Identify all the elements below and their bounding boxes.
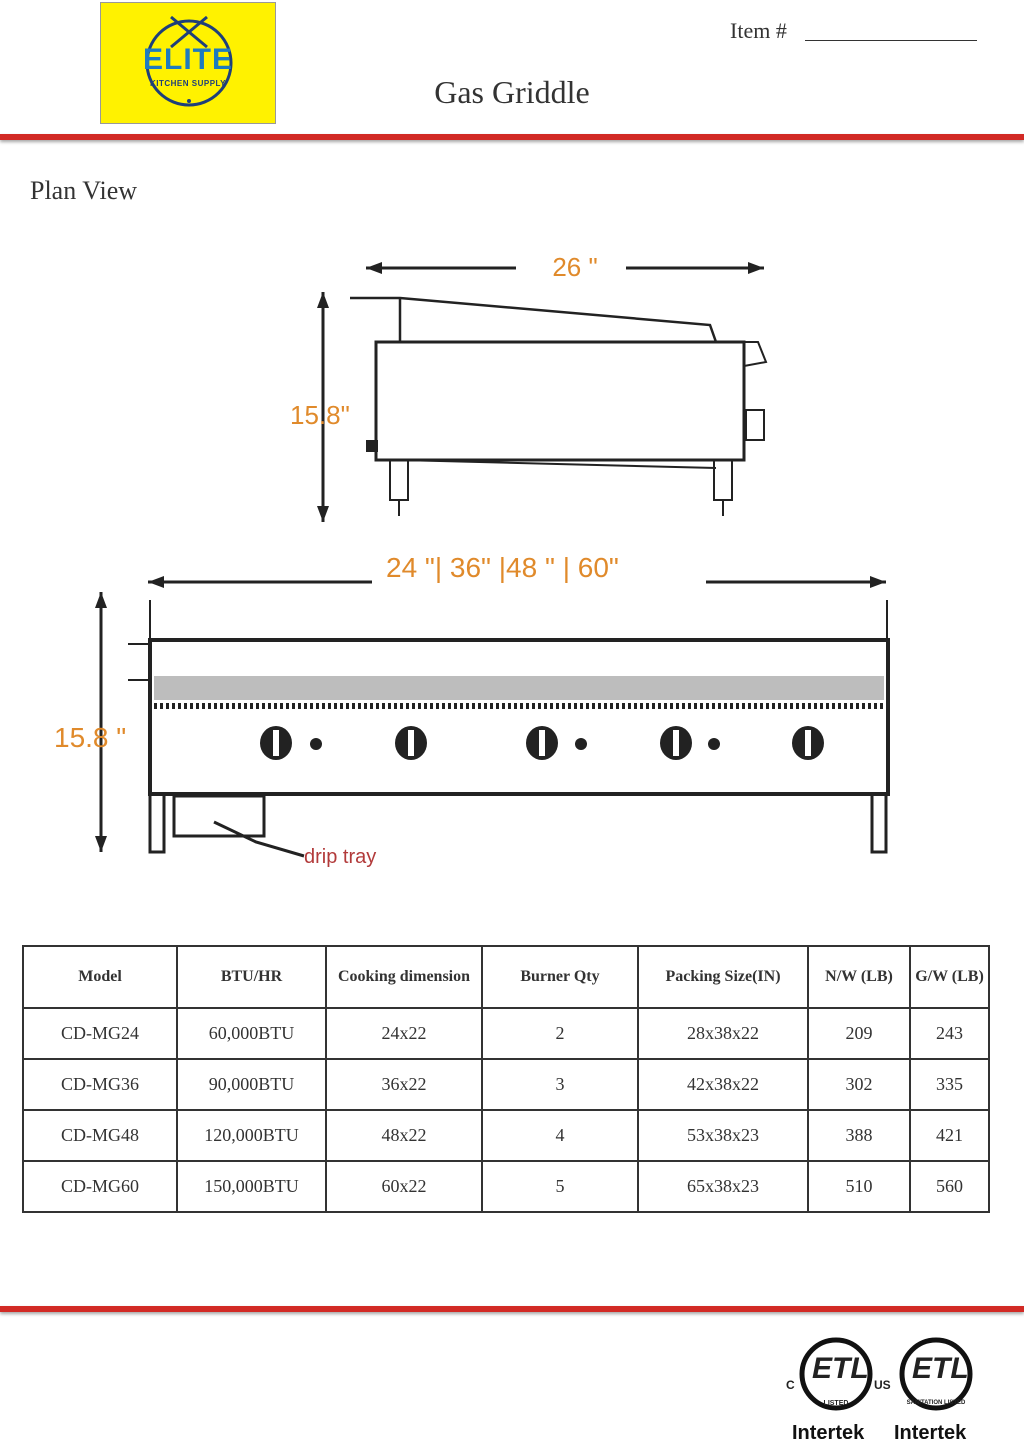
table-cell: 209: [808, 1008, 910, 1059]
drip-tray-callout: drip tray: [304, 846, 377, 868]
logo-brand-text: ELITE: [142, 43, 233, 76]
table-cell: 53x38x23: [638, 1110, 808, 1161]
table-cell: 60x22: [326, 1161, 482, 1212]
table-cell: 28x38x22: [638, 1008, 808, 1059]
table-cell: CD-MG24: [23, 1008, 177, 1059]
etl-ring-text: SANITATION LISTED: [906, 1400, 966, 1406]
table-cell: CD-MG36: [23, 1059, 177, 1110]
etl-ring-text: LISTED: [823, 1400, 849, 1407]
side-height-dimension: 15.8": [290, 400, 350, 430]
table-cell: 560: [910, 1161, 989, 1212]
table-cell: 3: [482, 1059, 638, 1110]
table-cell: 5: [482, 1161, 638, 1212]
section-title: Plan View: [30, 176, 138, 205]
column-header: Burner Qty: [482, 946, 638, 1008]
table-cell: 388: [808, 1110, 910, 1161]
column-header: Cooking dimension: [326, 946, 482, 1008]
table-cell: 120,000BTU: [177, 1110, 326, 1161]
table-cell: 48x22: [326, 1110, 482, 1161]
spec-table: [22, 945, 990, 1213]
table-cell: 302: [808, 1059, 910, 1110]
table-row: [23, 1110, 989, 1161]
column-header: Model: [23, 946, 177, 1008]
table-cell: 335: [910, 1059, 989, 1110]
table-cell: CD-MG48: [23, 1110, 177, 1161]
table-cell: 42x38x22: [638, 1059, 808, 1110]
table-cell: 60,000BTU: [177, 1008, 326, 1059]
table-cell: 2: [482, 1008, 638, 1059]
table-cell: 4: [482, 1110, 638, 1161]
table-cell: 90,000BTU: [177, 1059, 326, 1110]
table-row: [23, 1008, 989, 1059]
column-header: BTU/HR: [177, 946, 326, 1008]
item-number-label: Item #: [730, 18, 787, 43]
table-cell: 243: [910, 1008, 989, 1059]
etl-mark-text: ETL: [912, 1352, 969, 1385]
table-row: [23, 1161, 989, 1212]
intertek-label: Intertek: [894, 1422, 967, 1444]
table-header-row: [23, 946, 989, 1008]
table-cell: 65x38x23: [638, 1161, 808, 1212]
etl-sanitation-mark: [890, 1334, 990, 1424]
etl-c-letter: C: [786, 1378, 795, 1392]
table-cell: CD-MG60: [23, 1161, 177, 1212]
etl-mark-text: ETL: [812, 1352, 869, 1385]
column-header: Packing Size(IN): [638, 946, 808, 1008]
column-header: G/W (LB): [910, 946, 989, 1008]
table-cell: 36x22: [326, 1059, 482, 1110]
table-cell: 510: [808, 1161, 910, 1212]
table-cell: 24x22: [326, 1008, 482, 1059]
logo-subtitle-text: KITCHEN SUPPLY: [149, 79, 227, 88]
front-width-dimension: 24 "| 36" |48 " | 60": [386, 552, 619, 583]
intertek-label: Intertek: [792, 1422, 865, 1444]
bottom-divider: [0, 1306, 1024, 1312]
front-height-dimension: 15.8 ": [54, 722, 127, 753]
page-title: Gas Griddle: [434, 74, 590, 110]
etl-us-letters: US: [874, 1378, 891, 1392]
side-width-dimension: 26 ": [552, 252, 598, 282]
etl-listed-mark: [786, 1334, 891, 1424]
column-header: N/W (LB): [808, 946, 910, 1008]
table-cell: 421: [910, 1110, 989, 1161]
table-row: [23, 1059, 989, 1110]
table-cell: 150,000BTU: [177, 1161, 326, 1212]
